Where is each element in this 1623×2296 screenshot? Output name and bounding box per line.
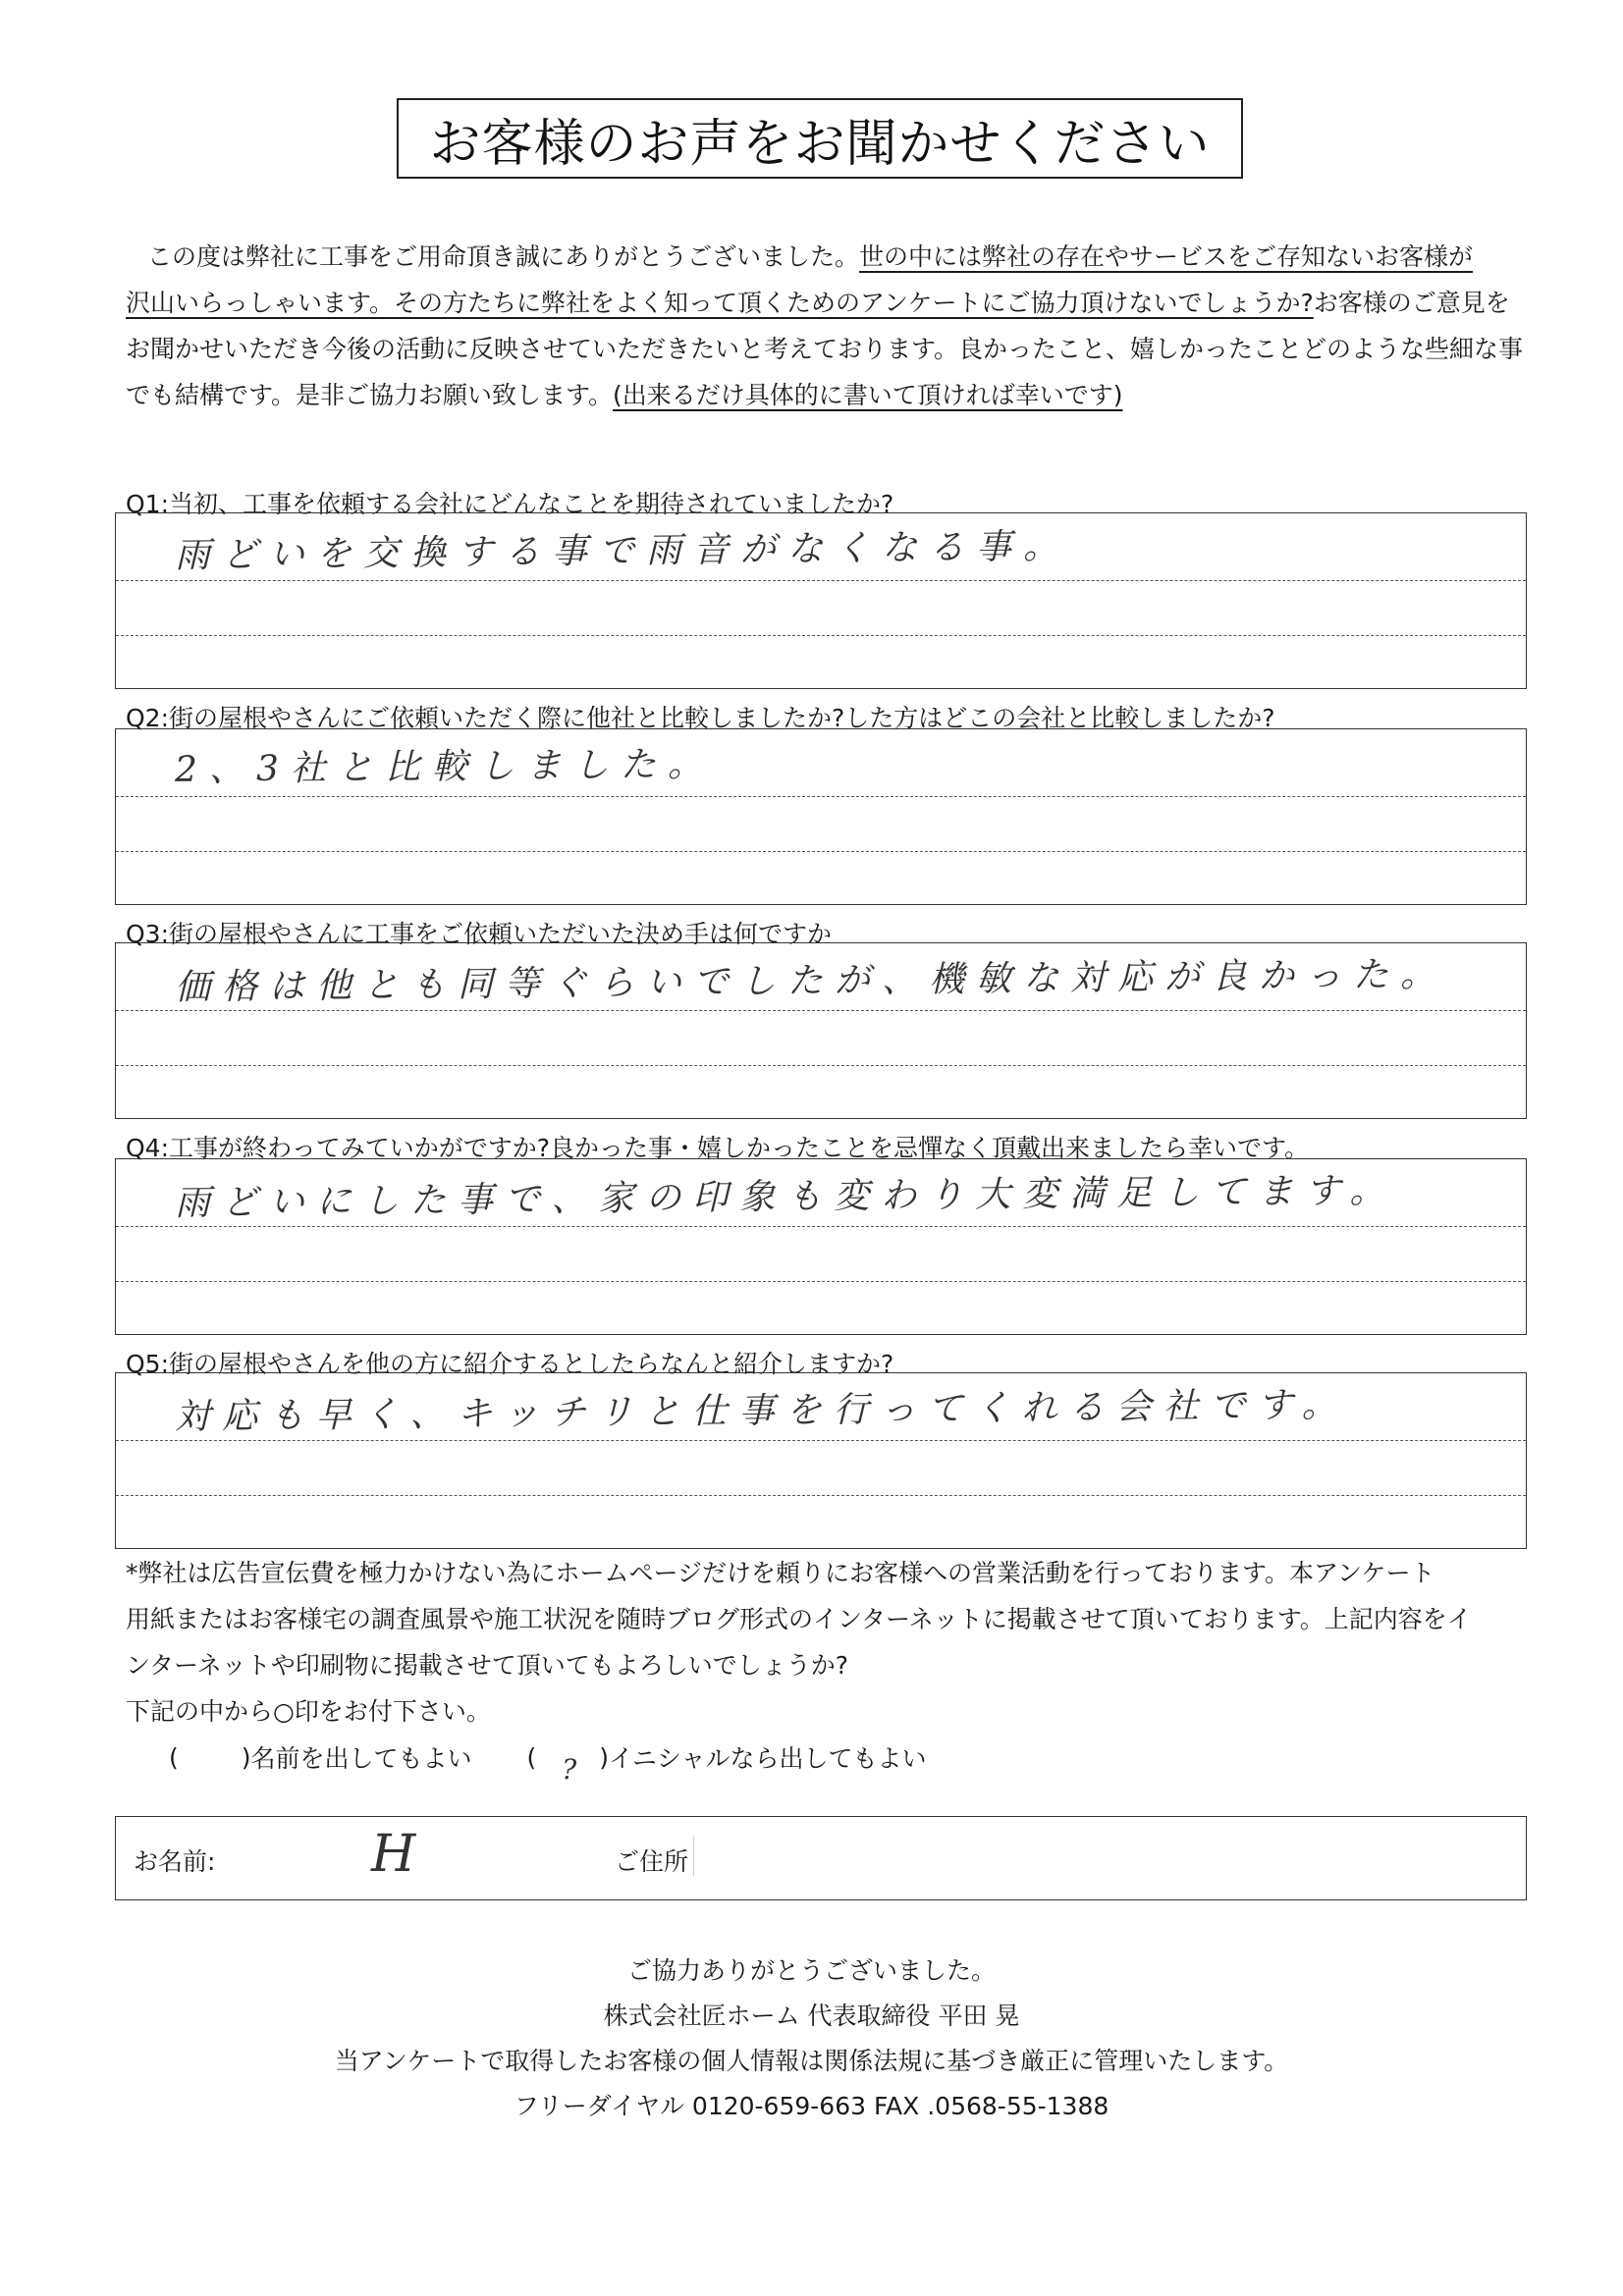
intro-text-4: でも結構です。是非ご協力お願い致します。: [126, 381, 614, 409]
answer-line: [116, 580, 1526, 581]
answer-line: [116, 1226, 1526, 1227]
question-1-label: Q1:当初、工事を依頼する会社にどんなことを期待されていましたか?: [126, 490, 894, 518]
intro-underlined-1: 世の中には弊社の存在やサービスをご存知ないお客様が: [859, 242, 1474, 271]
answer-box-3[interactable]: [115, 942, 1527, 1119]
intro-text-1: この度は弊社に工事をご用命頂き誠にありがとうございました。: [147, 242, 860, 271]
notice-line-1: *弊社は広告宣伝費を極力かけない為にホームページだけを頼りにお客様への営業活動を行っております。本アンケート: [126, 1559, 1435, 1587]
answer-line: [116, 1065, 1526, 1066]
address-label: ご住所: [615, 1847, 689, 1876]
question-2-label: Q2:街の屋根やさんにご依頼いただく際に他社と比較しましたか?した方はどこの会社と比較しましたか?: [126, 704, 1275, 732]
answer-line: [116, 1440, 1526, 1441]
answer-box-5[interactable]: [115, 1372, 1527, 1549]
question-3-label: Q3:街の屋根やさんに工事をご依頼いただいた決め手は何ですか: [126, 920, 833, 948]
answer-box-2[interactable]: [115, 728, 1527, 905]
paren-open: (: [169, 1742, 179, 1772]
notice-line-2: 用紙またはお客様宅の調査風景や施工状況を随時ブログ形式のインターネットに掲載させて頂いております。上記内容をイ: [126, 1605, 1472, 1633]
page-title-text: お客様のお声をお聞かせください: [429, 114, 1211, 174]
answer-2-text: 2、3社と比較しました。: [174, 744, 716, 790]
answer-4-text: 雨どいにした事で、家の印象も変わり大変満足してます。: [174, 1170, 1397, 1224]
answer-line: [116, 1010, 1526, 1011]
answer-line: [116, 851, 1526, 852]
footer-company: 株式会社匠ホーム 代表取締役 平田 晃: [603, 2002, 1020, 2030]
choice-name-ok[interactable]: [169, 1739, 472, 1775]
answer-5-text: 対応も早く、キッチリと仕事を行ってくれる会社です。: [174, 1384, 1349, 1438]
answer-box-4[interactable]: [115, 1158, 1527, 1335]
footer: [0, 1949, 1623, 2129]
intro-line-3: [126, 326, 1549, 372]
paren-close: ): [599, 1742, 610, 1772]
address-divider: [693, 1837, 694, 1876]
notice-line-4: 下記の中から○印をお付下さい。: [126, 1697, 491, 1726]
footer-contact: フリーダイヤル 0120-659-663 FAX .0568-55-1388: [514, 2092, 1109, 2120]
intro-text-2: お客様のご意見を: [1313, 289, 1510, 317]
choice-initial-ok[interactable]: [526, 1739, 927, 1786]
intro-line-4: [126, 372, 1549, 418]
paren-open: (: [526, 1742, 537, 1772]
notice-line-3: ンターネットや印刷物に掲載させて頂いてもよろしいでしょうか?: [126, 1651, 849, 1680]
answer-box-1[interactable]: [115, 512, 1527, 689]
paren-close: ): [241, 1742, 251, 1772]
name-value: H: [371, 1825, 416, 1884]
answer-line: [116, 796, 1526, 797]
intro-line-2: [126, 280, 1549, 326]
answer-line: [116, 1281, 1526, 1282]
answer-line: [116, 1495, 1526, 1496]
choice-1-label: 名前を出してもよい: [250, 1744, 472, 1773]
permission-choices: [169, 1739, 974, 1786]
question-4-label: Q4:工事が終わってみていかがですか?良かった事・嬉しかったことを忌憚なく頂戴出来ましたら幸いです。: [126, 1134, 1310, 1162]
choice-2-handwritten-mark: ?: [562, 1753, 577, 1786]
publication-notice: [126, 1550, 1540, 1735]
intro-line-1: [126, 234, 1549, 280]
answer-1-text: 雨どいを交換する事で雨音がなくなる事。: [174, 526, 1071, 576]
choice-2-label: イニシャルなら出してもよい: [609, 1744, 927, 1773]
footer-privacy: 当アンケートで取得したお客様の個人情報は関係法規に基づき厳正に管理いたします。: [334, 2047, 1289, 2075]
name-address-box[interactable]: [115, 1816, 1527, 1900]
intro-text-3: お聞かせいただき今後の活動に反映させていただきたいと考えております。良かったこと、嬉しかったことどのような些細な事: [126, 335, 1524, 363]
answer-3-text: 価格は他とも同等ぐらいでしたが、機敏な対応が良かった。: [174, 954, 1448, 1008]
intro-paragraph: [126, 234, 1549, 418]
page-title: [397, 98, 1243, 179]
footer-thanks: ご協力ありがとうございました。: [626, 1956, 996, 1985]
intro-underlined-2: 沢山いらっしゃいます。その方たちに弊社をよく知って頂くためのアンケートにご協力頂けないでしょうか?: [126, 289, 1314, 317]
answer-line: [116, 635, 1526, 636]
name-label: お名前:: [134, 1847, 216, 1876]
question-5-label: Q5:街の屋根やさんを他の方に紹介するとしたらなんと紹介しますか?: [126, 1350, 894, 1378]
intro-underlined-3: (出来るだけ具体的に書いて頂ければ幸いです): [613, 381, 1123, 409]
